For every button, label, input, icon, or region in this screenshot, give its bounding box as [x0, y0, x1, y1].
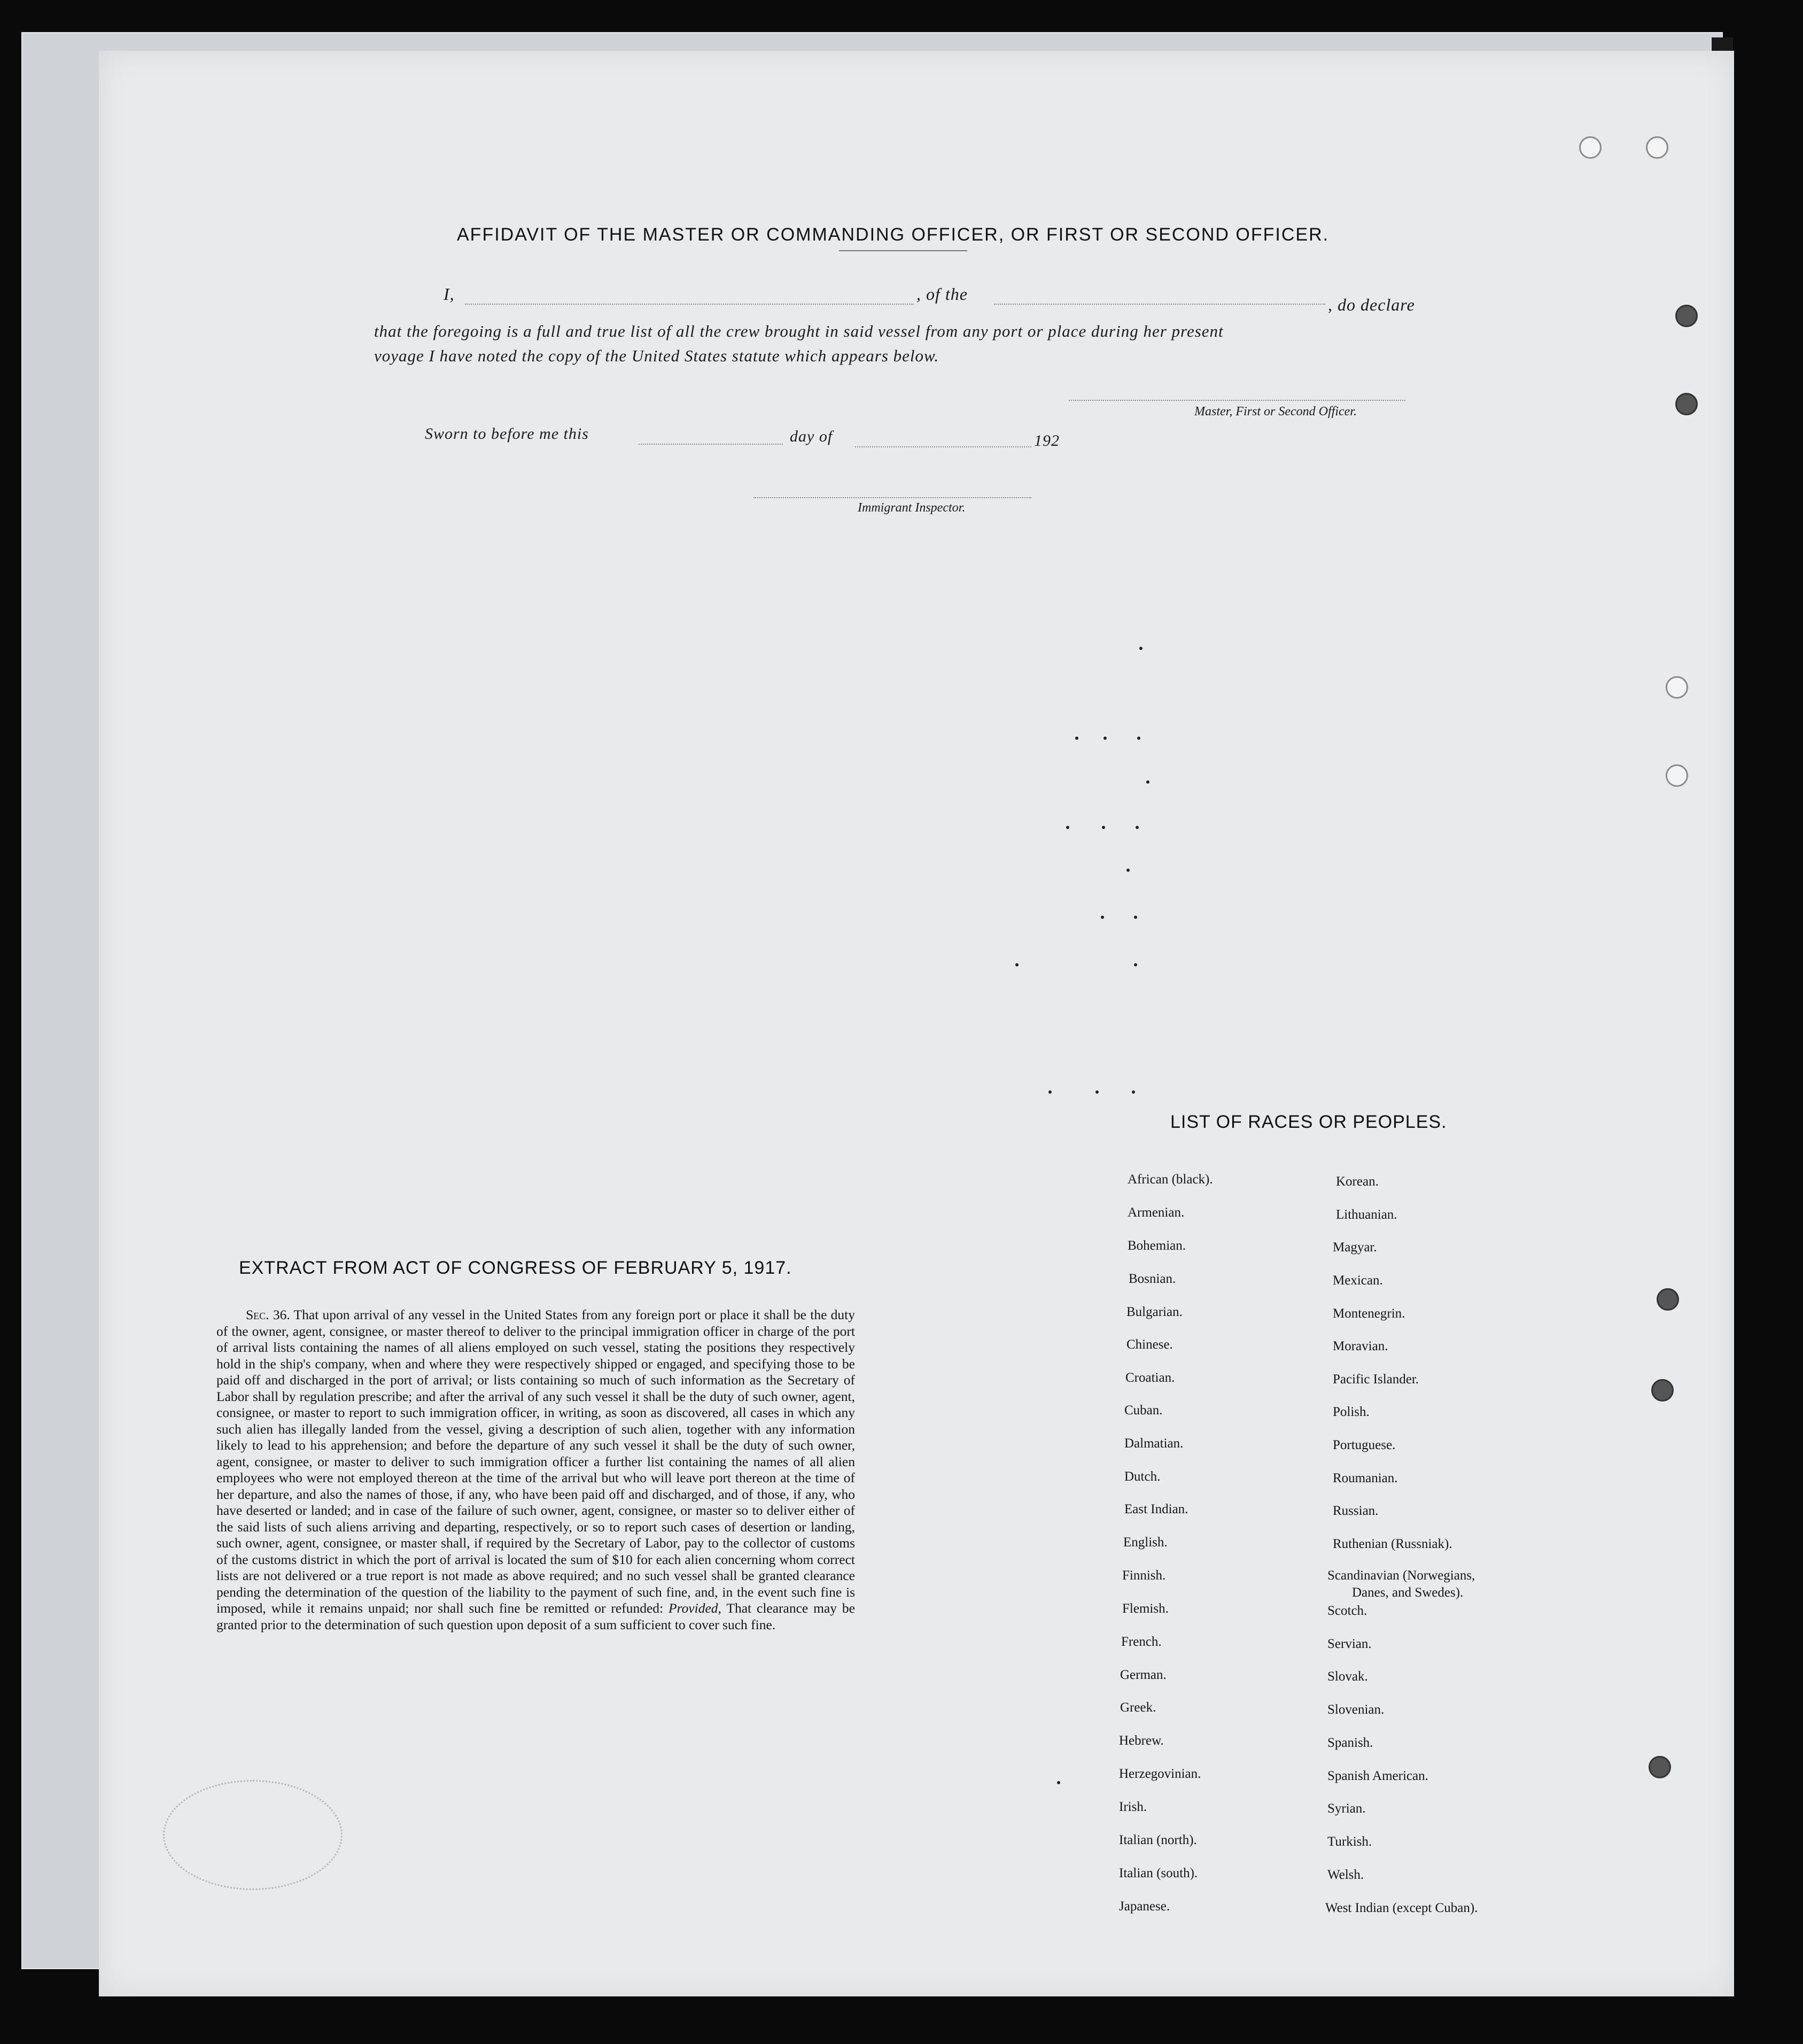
race-item: Moravian. [1333, 1339, 1388, 1353]
extract-body-part-1: That upon arrival of any vessel in the United States from any foreign port or place it shall be the duty of the owner, agent, consignee, or master thereof to deliver to the principal immigration officer in charge of the port of arrival lists containing the names of all aliens employed on such vessel, stating the positions they respectively hold in the ship's company, when and where they were respectively shipped or engaged, and specifying those to be paid off and discharged in the port of arrival; or lists containing so much of such information as the Secretary of Labor shall by regulation prescribe; and after the arrival of any such vessel it shall be the duty of such owner, agent, consignee, or master to report to such immigration officer, in writing, as soon as discovered, all cases in which any such alien has illegally landed from the vessel, giving a description of such alien, together with any information likely to lead to his apprehension; and before the departure of any such vessel it shall be the duty of such owner, agent, consignee, or master to deliver to such immigration officer a further list containing the names of all alien employees who were not employed thereon at the time of the arrival but who will leave port thereon at the time of her departure, and also the names of those, if any, who have been paid off and discharged, and of those, if any, who have deserted or landed; and in case of the failure of such owner, agent, consignee, or master so to deliver either of the said lists of such aliens arriving and departing, respectively, or so to report such cases of desertion or landing, such owner, agent, consignee, or master shall, if required by the Secretary of Labor, pay to the collector of customs of the customs district in which the port of arrival is located the sum of $10 for each alien concerning whom correct lists are not delivered or a true report is not made as above required; and no such vessel shall be granted clearance pending the determination of the question of the liability to the payment of such fine, and, in the event such fine is imposed, while it remains unpaid; nor shall such fine be remitted or refunded: [216, 1307, 856, 1616]
race-item: Bohemian. [1128, 1238, 1186, 1253]
race-item: Slovenian. [1327, 1702, 1385, 1717]
race-item: African (black). [1128, 1172, 1213, 1187]
title-rule [839, 250, 967, 251]
ink-speck [1126, 869, 1130, 872]
race-item: Dutch. [1124, 1469, 1161, 1484]
race-item: Spanish. [1327, 1736, 1373, 1750]
race-item: Italian (north). [1119, 1833, 1197, 1847]
race-item: German. [1120, 1668, 1167, 1682]
race-item: Flemish. [1122, 1601, 1169, 1616]
declaration-of-the: , of the [916, 284, 968, 304]
race-item: Polish. [1333, 1405, 1370, 1419]
ink-speck [1057, 1781, 1060, 1784]
day-of-text: day of [790, 428, 833, 445]
ink-speck [1137, 737, 1140, 740]
race-item: Chinese. [1126, 1337, 1173, 1352]
race-item: Lithuanian. [1336, 1207, 1397, 1222]
declaration-i: I, [444, 284, 455, 304]
document-page [99, 51, 1734, 1996]
punch-hole [1651, 1379, 1674, 1402]
ink-speck [1134, 963, 1137, 966]
punch-hole [1666, 764, 1688, 787]
race-item: Welsh. [1327, 1868, 1364, 1882]
inspector-signature-line [753, 497, 1031, 498]
race-item: Spanish American. [1327, 1769, 1428, 1783]
ink-speck [1139, 647, 1143, 650]
declaration-declare: , do declare [1328, 295, 1415, 314]
master-caption: Master, First or Second Officer. [1194, 405, 1357, 419]
ink-speck [1103, 737, 1107, 740]
race-item: Syrian. [1327, 1801, 1366, 1816]
race-item: Roumanian. [1333, 1471, 1398, 1485]
punch-hole [1657, 1288, 1679, 1311]
race-item: Pacific Islander. [1333, 1372, 1419, 1387]
ink-speck [1066, 826, 1069, 829]
ink-speck [1102, 826, 1105, 829]
race-item: Bulgarian. [1126, 1305, 1183, 1319]
extract-body-part-2: That clearance may be granted prior to the determination of such question upon deposit of a sum sufficient to cover such fine. [216, 1600, 856, 1632]
races-title: LIST OF RACES OR PEOPLES. [1170, 1112, 1447, 1132]
ink-speck [1134, 916, 1137, 919]
race-item: Magyar. [1333, 1240, 1377, 1255]
day-blank [639, 444, 783, 445]
race-item: Slovak. [1327, 1669, 1368, 1684]
race-item: Japanese. [1119, 1899, 1170, 1914]
extract-body [216, 1307, 855, 1633]
punch-hole [1675, 393, 1698, 415]
race-item: Scotch. [1327, 1604, 1367, 1618]
race-item: Russian. [1333, 1504, 1379, 1518]
race-item: Greek. [1120, 1700, 1156, 1715]
race-item: Korean. [1336, 1174, 1379, 1189]
ink-speck [1146, 780, 1149, 784]
race-item: Ruthenian (Russniak). [1333, 1537, 1452, 1551]
race-item: Mexican. [1333, 1273, 1383, 1288]
master-signature-line [1069, 400, 1405, 401]
ink-speck [1136, 826, 1139, 829]
race-item: English. [1123, 1535, 1168, 1550]
race-item: Danes, and Swedes). [1352, 1585, 1464, 1600]
ink-speck [1101, 916, 1104, 919]
race-item: Bosnian. [1129, 1272, 1176, 1286]
race-item: Servian. [1327, 1637, 1372, 1651]
race-item: Finnish. [1122, 1568, 1166, 1583]
ink-speck [1015, 963, 1019, 966]
punch-hole [1666, 676, 1688, 699]
race-item: Turkish. [1327, 1834, 1372, 1849]
race-item: Italian (south). [1119, 1866, 1198, 1880]
ink-speck [1075, 737, 1078, 740]
ink-speck [1048, 1090, 1052, 1094]
declaration-line-3: voyage I have noted the copy of the United States statute which appears below. [374, 346, 939, 365]
race-item: Scandinavian (Norwegians, [1327, 1568, 1475, 1583]
name-blank [465, 304, 914, 305]
ink-speck [1095, 1090, 1099, 1094]
month-blank [855, 446, 1031, 447]
punch-hole [1646, 136, 1668, 159]
faded-stamp [163, 1780, 343, 1890]
race-item: French. [1121, 1635, 1162, 1649]
race-item: Cuban. [1124, 1403, 1163, 1418]
declaration-line-2: that the foregoing is a full and true list of all the crew brought in said vessel from any port or place during her present [374, 322, 1224, 340]
race-item: Portuguese. [1333, 1438, 1396, 1452]
extract-title: EXTRACT FROM ACT OF CONGRESS OF FEBRUARY 5, 1917. [239, 1258, 792, 1278]
race-item: Herzegovinian. [1119, 1767, 1201, 1781]
punch-hole [1675, 305, 1698, 327]
race-item: West Indian (except Cuban). [1325, 1901, 1478, 1915]
ink-speck [1132, 1090, 1135, 1094]
race-item: Irish. [1119, 1800, 1147, 1814]
provided-word: Provided, [669, 1600, 721, 1616]
year-text: 192 [1034, 432, 1060, 450]
race-item: Dalmatian. [1124, 1436, 1184, 1451]
race-item: Croatian. [1125, 1371, 1175, 1385]
punch-hole [1579, 136, 1602, 159]
affidavit-title: AFFIDAVIT OF THE MASTER OR COMMANDING OFFICER, OR FIRST OR SECOND OFFICER. [457, 224, 1330, 245]
race-item: Montenegrin. [1333, 1306, 1405, 1321]
inspector-caption: Immigrant Inspector. [858, 501, 966, 515]
punch-hole [1649, 1756, 1671, 1778]
race-item: Armenian. [1128, 1205, 1185, 1220]
section-label: Sec. 36. [246, 1307, 290, 1322]
vessel-blank [994, 304, 1325, 305]
race-item: East Indian. [1124, 1502, 1188, 1516]
race-item: Hebrew. [1119, 1733, 1164, 1748]
sworn-text: Sworn to before me this [425, 425, 589, 443]
